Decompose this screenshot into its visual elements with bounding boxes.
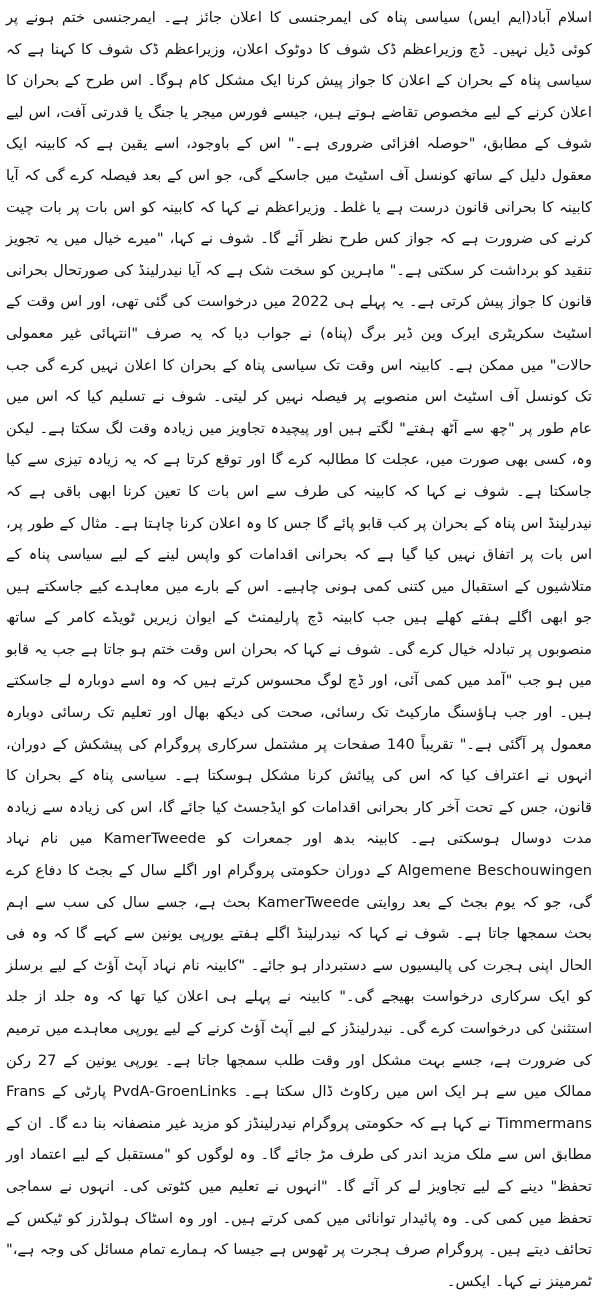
article-body: اسلام آباد(ایم ایس) سیاسی پناہ کی ایمرجنسی کا اعلان جائز ہے۔ ایمرجنسی ختم ہونے پر کوئی ڈیل نہیں۔ ڈچ وزیراعظم ڈک شوف کا دوٹوک اعلان، وزیراعظم ڈک شوف کا کہنا ہے کہ سیاسی پناہ کے بحران کے اعلان کا جواز پیش کرنا ایک مشکل کام ہوگا۔ اس طرح کے بحران کا اعلان کرنے کے لیے مخصوص تقاضے ہوتے ہیں، جیسے فورس میجر یا جنگ یا قدرتی آفت، اس لیے شوف کے مطابق، "حوصلہ افزائی ضروری ہے۔" اس کے باوجود، اسے یقین ہے کہ کابینہ ایک معقول دلیل کے ساتھ کونسل آف اسٹیٹ میں جاسکے گی، جو اس کے بعد فیصلہ کرے گی کہ آیا کابینہ کا بحرانی قانون درست ہے یا غلط۔ وزیراعظم نے کہا کہ کابینہ کو اس بات پر بات چیت کرنے کی ضرورت ہے کہ جواز کس طرح نظر آئے گا۔ شوف نے کہا، "میرے خیال میں یہ تجویز تنقید کو برداشت کر سکتی ہے۔" ماہرین کو سخت شک ہے کہ آیا نیدرلینڈ کی صورتحال بحرانی قانون کا جواز پیش کرتی ہے۔ یہ پہلے ہی 2022 میں درخواست کی گئی تھی، اور اس وقت کے اسٹیٹ سکریٹری ایرک وین ڈیر برگ (پناہ) نے جواب دیا کہ یہ صرف "انتہائی غیر معمولی حالات" میں ممکن ہے۔ کابینہ اس وقت تک سیاسی پناہ کے بحران کا اعلان نہیں کرے گی جب تک کونسل آف اسٹیٹ اس منصوبے پر فیصلہ نہیں کر لیتی۔ شوف نے تسلیم کیا کہ اس میں عام طور پر "چھ سے آٹھ ہفتے" لگتے ہیں اور پیچیدہ تجاویز میں زیادہ وقت لگ سکتا ہے۔ لیکن وہ، کسی بھی صورت میں، عجلت کا مطالبہ کرے گا اور توقع کرتا ہے کہ یہ زیادہ تیزی سے کیا جاسکتا ہے۔ شوف نے کہا کہ کابینہ کی طرف سے اس بات کا تعین کرنا ابھی باقی ہے کہ نیدرلینڈ اس پناہ کے بحران پر کب قابو پائے گا جس کا وہ اعلان کرنا چاہتا ہے۔ مثال کے طور پر، اس بات پر اتفاق نہیں کیا گیا ہے کہ بحرانی اقدامات کو واپس لینے کے لیے سیاسی پناہ کے متلاشیوں کے استقبال میں کتنی کمی ہونی چاہیے۔ اس کے بارے میں معاہدے کیے جاسکتے ہیں جو ابھی اگلے ہفتے کھلے ہیں جب کابینہ ڈچ پارلیمنٹ کے ایوان زیریں ٹویڈے کامر کے ساتھ منصوبوں پر تبادلہ خیال کرے گی۔ شوف نے کہا کہ بحران اس وقت ختم ہو جاتا ہے جب یہ قابو میں ہو جب "آمد میں کمی آئی، اور ڈچ لوگ محسوس کرتے ہیں کہ وہ اسے دوبارہ لے جاسکتے ہیں۔ اور جب ہاؤسنگ مارکیٹ تک رسائی، صحت کی دیکھ بھال اور تعلیم تک رسائی دوبارہ معمول پر آگئی ہے۔" تقریباً 140 صفحات پر مشتمل سرکاری پروگرام کی پیشکش کے دوران، انہوں نے اعتراف کیا کہ اس کی پیائش کرنا مشکل ہوسکتا ہے۔ سیاسی پناہ کے بحران کا قانون، جس کے تحت آخر کار بحرانی اقدامات کو ایڈجسٹ کیا جائے گا، اس کی زیادہ سے زیادہ مدت دوسال ہوسکتی ہے۔ کابینہ بدھ اور جمعرات کو KamerTweede میں نام نہاد Algemene Beschouwingen کے دوران حکومتی پروگرام اور اگلے سال کے بجٹ کا دفاع کرے گی، جو کہ یوم بجٹ کے بعد روایتی KamerTweede بحث ہے، جسے سال کی سب سے اہم بحث سمجھا جاتا ہے۔ شوف نے کہا کہ نیدرلینڈ اگلے ہفتے یورپی یونین سے کہے گا کہ وہ فی الحال اپنی ہجرت کی پالیسیوں سے دستبردار ہو جائے۔ "کابینہ نام نہاد آپٹ آؤٹ کے لیے برسلز کو ایک سرکاری درخواست بھیجے گی۔" کابینہ نے پہلے ہی اعلان کیا تھا کہ وہ جلد از جلد استثنیٰ کی درخواست کرے گی۔ نیدرلینڈز کے لیے آپٹ آؤٹ کرنے کے لیے یورپی معاہدے میں ترمیم کی ضرورت ہے، جسے بہت مشکل اور وقت طلب سمجھا جاتا ہے۔ یورپی یونین کے 27 رکن ممالک میں سے ہر ایک اس میں رکاوٹ ڈال سکتا ہے۔ PvdA-GroenLinks پارٹی کے Frans Timmermans نے کہا ہے کہ حکومتی پروگرام نیدرلینڈز کو مزید غیر منصفانہ بنا دے گا۔ ان کے مطابق اس سے ملک مزید اندر کی طرف مڑ جائے گا۔ وہ لوگوں کو "مستقبل کے لیے اعتماد اور تحفظ" دینے کے لیے تجاویز لے کر آئے گا۔ "انہوں نے تعلیم میں کٹوتی کی۔ انہوں نے سماجی تحفظ میں کمی کی۔ وہ پائیدار توانائی میں کمی کرتے ہیں۔ اور وہ اسٹاک ہولڈرز کو ٹیکس کے تحائف دیتے ہیں۔ پروگرام صرف ہجرت پر ٹھوس ہے جیسا کہ ہمارے تمام مسائل کی وجہ ہے،" ٹمرمینز نے کہا۔ ایکس۔ bbox=[6, 9, 593, 1290]
